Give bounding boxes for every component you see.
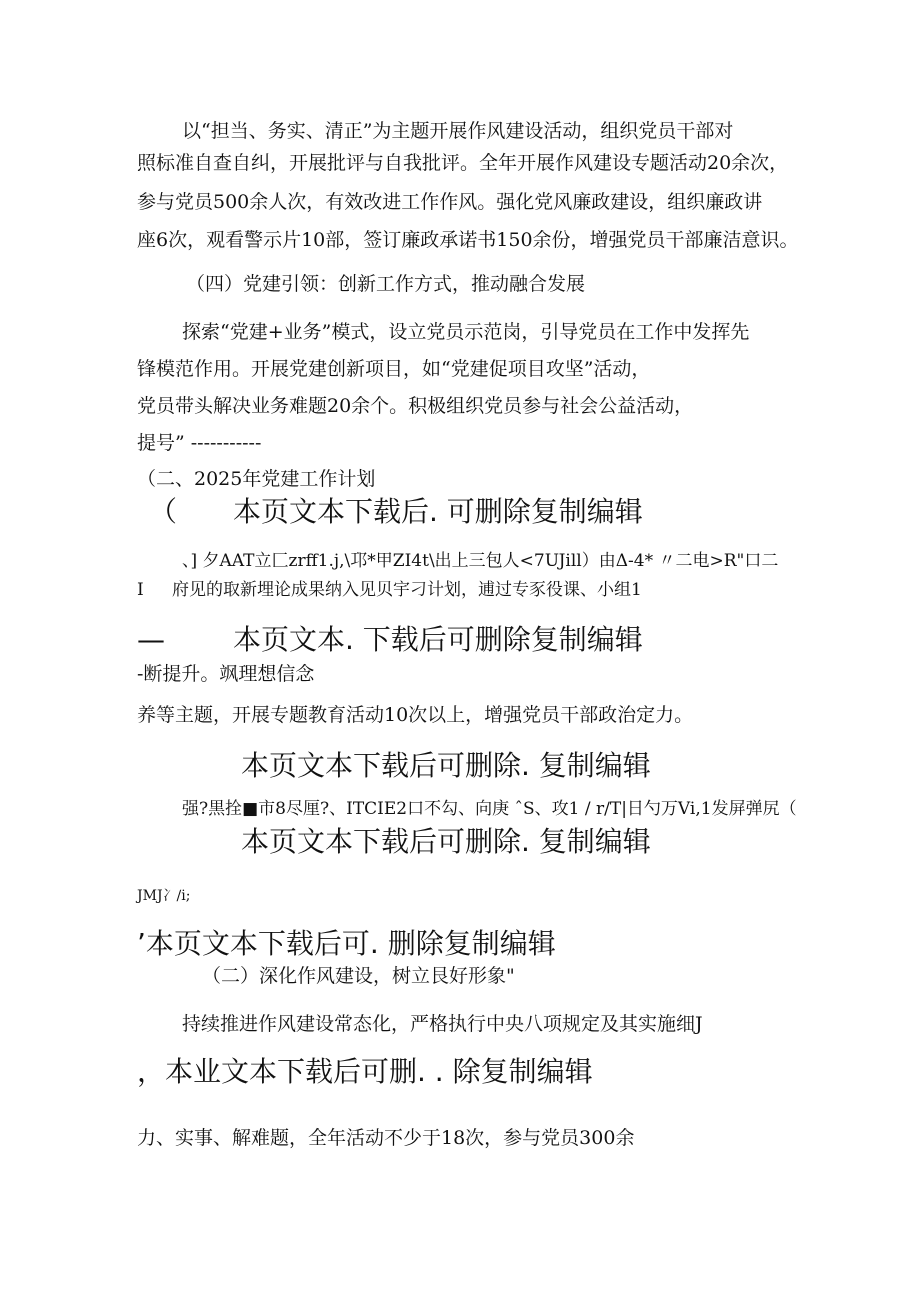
paragraph-line: 党员带头解决业务难题20余个。积极组织党员参与社会公益活动， (137, 395, 694, 417)
paragraph-line: 提号” ----------- (137, 432, 262, 454)
watermark-text: ’本页文本下载后可. 删除复制编辑 (137, 927, 556, 960)
watermark-text: 本页文本下载后可删除. 复制编辑 (241, 749, 651, 782)
paragraph-line: 参与党员500余人次，有效改进工作作风。强化党风廉政建设，组织廉政讲 (137, 191, 763, 213)
paragraph-line: 养等主题，开展专题教育活动10次以上，增强党员干部政治定力。 (137, 704, 694, 726)
paragraph-line: 探索“党建+业务”模式，设立党员示范岗，引导党员在工作中发挥先 (182, 321, 750, 343)
paragraph-line: 以“担当、务实、清正”为主题开展作风建设活动，组织党员干部对 (182, 120, 734, 142)
watermark-text: 本页文本下载后可删除. 复制编辑 (241, 825, 651, 858)
paragraph-line: -断提升。飒理想信念 (137, 663, 315, 685)
paragraph-line: 锋模范作用。开展党建创新项目，如“党建促项目攻坚”活动， (137, 358, 651, 380)
paragraph-marker: I (137, 580, 144, 600)
section-heading: （二、2025年党建工作计划 (137, 468, 376, 490)
garbled-line: 、] 夕AAT立匚zrff1.j,\邛*甲ZI4t\出上三包人<7UJill）由Δ-4* 〃二电>R"口二 (182, 551, 779, 571)
garbled-line: 强?黒拴■市8尽厘?、ITCIE2口不勾、向庚 ˆS、攻1 / r∕T|日勺万Vi,1发屏弹尻（ (182, 799, 797, 819)
paragraph-line: 持续推进作风建设常态化，严格执行中央八项规定及其实施细J (182, 1013, 703, 1035)
watermark-text: 本页文本. 下载后可删除复制编辑 (233, 623, 643, 656)
watermark-text: ，本业文本下载后可删. . 除复制编辑 (137, 1055, 593, 1088)
paragraph-line: 照标准自查自纠，开展批评与自我批评。全年开展作风建设专题活动20余次， (137, 152, 789, 174)
section-heading: （四）党建引领：创新工作方式，推动融合发展 (186, 273, 586, 295)
paragraph-line: 座6次，观看警示片10部，签订廉政承诺书150余份，增强党员干部廉洁意识。 (137, 229, 799, 251)
section-heading: （二）深化作风建设，树立艮好形象" (202, 965, 515, 987)
garbled-fragment: JMJ冫∕i; (137, 888, 191, 904)
watermark-bracket: （ (149, 495, 178, 528)
garbled-line: 府见的取新埋论成果纳入见贝宇刁计划，逋过专豕役课、小组1 (172, 580, 642, 600)
watermark-text: 本页文本下载后. 可删除复制编辑 (233, 495, 643, 528)
paragraph-line: 力、实事、解难题，全年活动不少于18次，参与党员300余 (137, 1127, 635, 1149)
dash-marker: — (137, 623, 165, 656)
